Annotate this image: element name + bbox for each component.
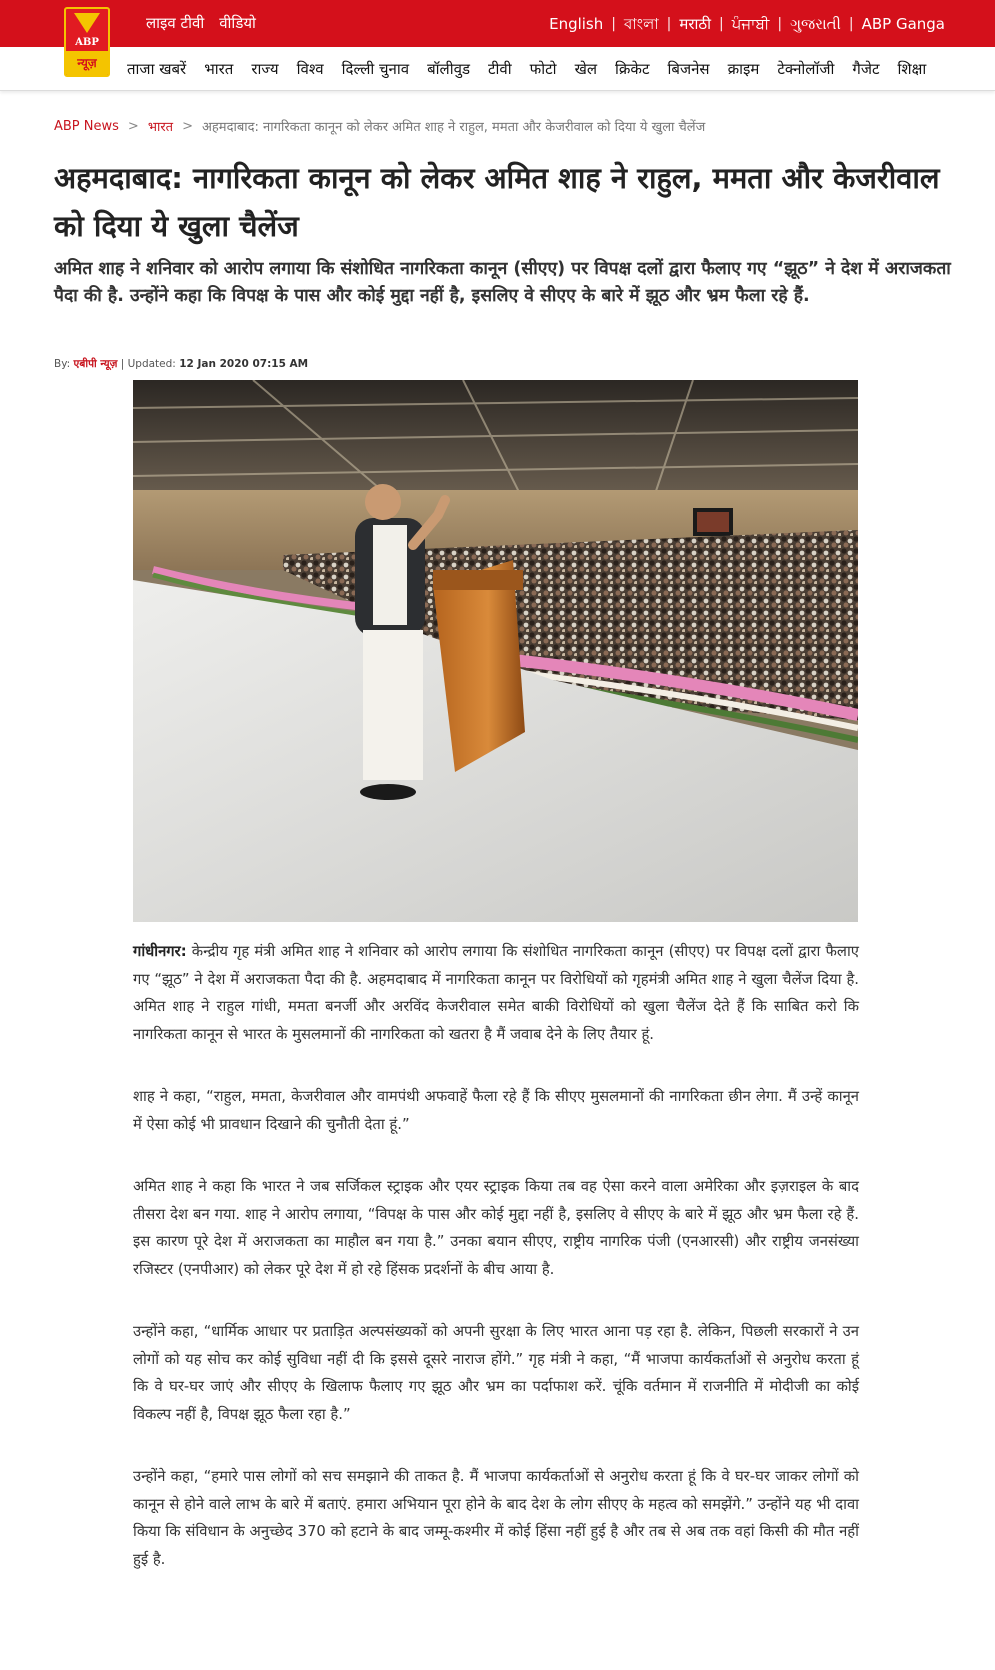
byline-by-label: By: bbox=[54, 358, 71, 370]
live-tv-link[interactable]: लाइव टीवी bbox=[146, 14, 205, 32]
logo-triangle bbox=[74, 13, 100, 33]
top-left-links bbox=[146, 14, 256, 32]
divider: | bbox=[848, 16, 854, 32]
byline-date: 12 Jan 2020 07:15 AM bbox=[179, 358, 309, 370]
top-bar bbox=[0, 0, 995, 47]
paragraph-text: केन्द्रीय गृह मंत्री अमित शाह ने शनिवार को आरोप लगाया कि संशोधित नागरिकता कानून (सीएए) पर विपक्ष दलों द्वारा फैलाए गए “झूठ” ने देश में अराजकता पैदा की है. अहमदाबाद में नागरिकता कानून पर विरोधियों को गृहमंत्री अमित शाह ने खुला चैलेंज दिया है. अमित शाह ने राहुल गांधी, ममता बनर्जी और अरविंद केजरीवाल समेत बाकी विरोधियों को खुला चैलेंज देते हैं कि साबित करो कि नागरिकता कानून से भारत के मुसलमानों की नागरिकता को खतरा है मैं जवाब देने के लिए तैयार हूं. bbox=[133, 943, 859, 1043]
divider: | bbox=[666, 16, 672, 32]
article-photo bbox=[133, 380, 858, 922]
breadcrumb-separator: > bbox=[182, 118, 193, 134]
article-paragraph: अमित शाह ने कहा कि भारत ने जब सर्जिकल स्ट्राइक और एयर स्ट्राइक किया तब वह ऐसा करने वाला अमेरिका और इज़राइल के बाद तीसरा देश बन गया. शाह ने आरोप लगाया, “विपक्ष के पास और कोई मुद्दा नहीं है, इसलिए वे सीएए के बारे में झूठ और भ्रम फैला रहे हैं. इस कारण पूरे देश में अराजकता का माहौल बन गया है.” उनका बयान सीएए, राष्ट्रीय नागरिक पंजी (एनआरसी) और राष्ट्रीय जनसंख्या रजिस्टर (एनपीआर) को लेकर पूरे देश में हो रहे हिंसक प्रदर्शनों के बीच आया है. bbox=[133, 1178, 859, 1278]
photo-illustration bbox=[133, 380, 858, 922]
article-dateline: गांधीनगर: bbox=[133, 943, 187, 960]
nav-item-latest[interactable]: ताजा खबरें bbox=[127, 60, 187, 78]
article-headline: अहमदाबाद: नागरिकता कानून को लेकर अमित शाह ने राहुल, ममता और केजरीवाल को दिया ये खुला चैलेंज bbox=[54, 161, 940, 243]
language-link-marathi[interactable]: मराठी bbox=[679, 15, 711, 33]
nav-item-bollywood[interactable]: बॉलीवुड bbox=[427, 60, 470, 78]
nav-item-technology[interactable]: टेक्नोलॉजी bbox=[777, 60, 835, 78]
nav-item-crime[interactable]: क्राइम bbox=[727, 60, 760, 78]
nav-item-delhi-election[interactable]: दिल्ली चुनाव bbox=[341, 60, 410, 78]
main-nav bbox=[0, 47, 995, 91]
nav-items bbox=[127, 59, 926, 79]
abp-news-logo[interactable] bbox=[64, 7, 110, 77]
article-byline bbox=[54, 357, 308, 371]
nav-item-photo[interactable]: फोटो bbox=[529, 60, 557, 78]
logo-news-text: न्यूज़ bbox=[66, 51, 108, 75]
video-link[interactable]: वीडियो bbox=[219, 14, 256, 32]
breadcrumb-section[interactable]: भारत bbox=[147, 120, 174, 135]
nav-item-india[interactable]: भारत bbox=[204, 60, 234, 78]
breadcrumb-separator: > bbox=[127, 118, 139, 134]
divider: | bbox=[718, 16, 724, 32]
byline-author[interactable]: एबीपी न्यूज़ bbox=[73, 358, 118, 370]
nav-item-education[interactable]: शिक्षा bbox=[897, 60, 927, 78]
language-link-punjabi[interactable]: ਪੰਜਾਬੀ bbox=[731, 15, 770, 33]
byline-updated-label: | Updated: bbox=[120, 358, 176, 370]
breadcrumb bbox=[54, 117, 705, 135]
language-link-english[interactable]: English bbox=[549, 15, 604, 33]
language-switcher bbox=[549, 15, 945, 33]
article-paragraph bbox=[133, 938, 859, 1048]
article-body bbox=[133, 938, 859, 1608]
article-summary: अमित शाह ने शनिवार को आरोप लगाया कि संशोधित नागरिकता कानून (सीएए) पर विपक्ष दलों द्वारा फैलाए गए “झूठ” ने देश में अराजकता पैदा की है. उन्होंने कहा कि विपक्ष के पास और कोई मुद्दा नहीं है, इसलिए वे सीएए के बारे में झूठ और भ्रम फैला रहे हैं. bbox=[54, 259, 951, 306]
article-paragraph: शाह ने कहा, “राहुल, ममता, केजरीवाल और वामपंथी अफवाहें फैला रहे हैं कि सीएए मुसलमानों की नागरिकता छीन लेगा. मैं उन्हें कानून में ऐसा कोई भी प्रावधान दिखाने की चुनौती देता हूं.” bbox=[133, 1088, 859, 1133]
nav-item-cricket[interactable]: क्रिकेट bbox=[615, 60, 650, 78]
nav-item-world[interactable]: विश्व bbox=[296, 60, 324, 78]
nav-item-states[interactable]: राज्य bbox=[251, 60, 279, 78]
nav-item-gadget[interactable]: गैजेट bbox=[852, 60, 880, 78]
language-link-gujarati[interactable]: ગુજરાતી bbox=[790, 15, 841, 33]
language-link-abp-ganga[interactable]: ABP Ganga bbox=[861, 15, 945, 33]
divider: | bbox=[611, 16, 616, 32]
logo-abp-text: ABP bbox=[75, 37, 99, 48]
nav-item-tv[interactable]: टीवी bbox=[487, 60, 512, 78]
language-link-bangla[interactable]: বাংলা bbox=[623, 15, 659, 33]
article-paragraph: उन्होंने कहा, “हमारे पास लोगों को सच समझाने की ताकत है. मैं भाजपा कार्यकर्ताओं से अनुरोध करता हूं कि वे घर-घर जाकर लोगों को कानून से होने वाले लाभ के बारे में बताएं. हमारा अभियान पूरा होने के बाद देश के लोग सीएए के महत्व को समझेंगे.” उन्होंने यह भी दावा किया कि संविधान के अनुच्छेद 370 को हटाने के बाद जम्मू-कश्मीर में कोई हिंसा नहीं हुई है और तब से अब तक वहां किसी की मौत नहीं हुई है. bbox=[133, 1468, 859, 1568]
breadcrumb-home[interactable]: ABP News bbox=[54, 118, 119, 134]
nav-item-sports[interactable]: खेल bbox=[574, 60, 598, 78]
nav-item-business[interactable]: बिजनेस bbox=[667, 60, 710, 78]
article-paragraph: उन्होंने कहा, “धार्मिक आधार पर प्रताड़ित अल्पसंख्यकों को अपनी सुरक्षा के लिए भारत आना पड़ रहा है. लेकिन, पिछली सरकारों ने उन लोगों को यह सोच कर कोई सुविधा नहीं दी कि इससे दूसरे नाराज होंगे.” गृह मंत्री ने कहा, “मैं भाजपा कार्यकर्ताओं से अनुरोध करता हूं कि वे घर-घर जाएं और सीएए के खिलाफ फैलाए गए झूठ और भ्रम का पर्दाफाश करें. चूंकि वर्तमान में राजनीति में मोदीजी का कोई विकल्प नहीं है, विपक्ष झूठ फैला रहा है.” bbox=[133, 1323, 860, 1423]
divider: | bbox=[777, 16, 783, 32]
breadcrumb-current: अहमदाबाद: नागरिकता कानून को लेकर अमित शाह ने राहुल, ममता और केजरीवाल को दिया ये खुला चैलेंज bbox=[201, 120, 706, 135]
